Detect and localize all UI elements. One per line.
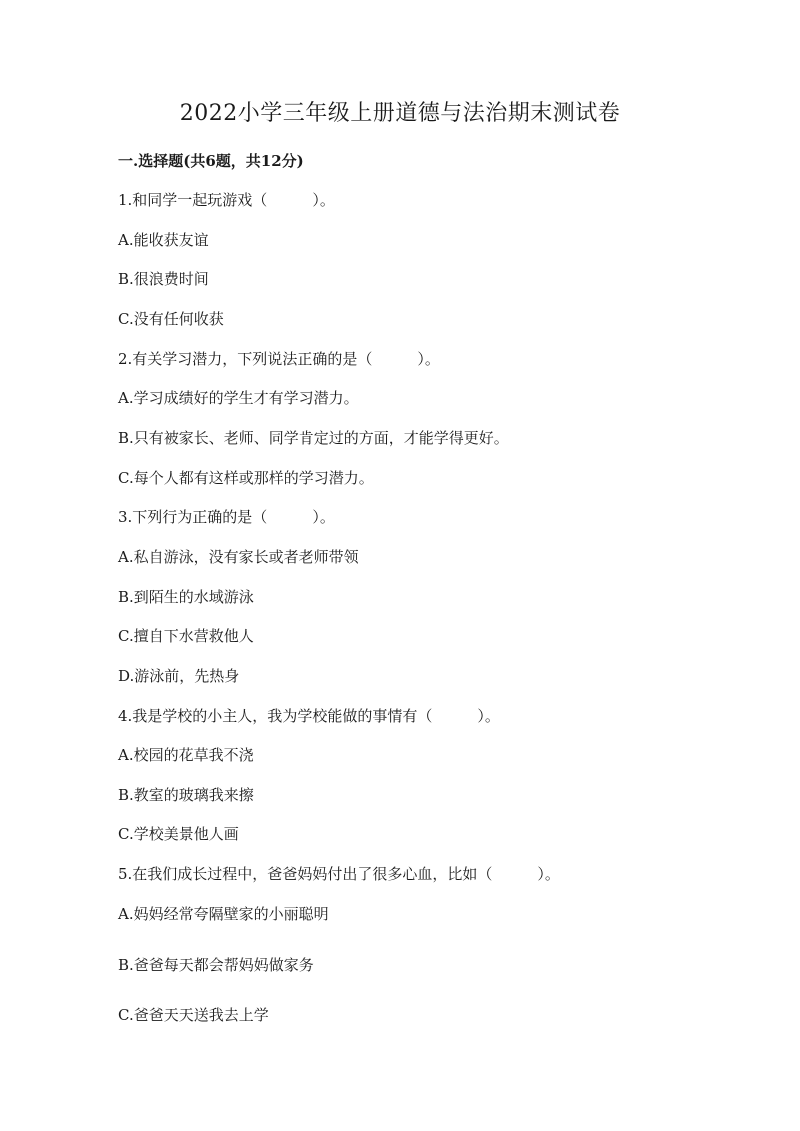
page-title: 2022小学三年级上册道德与法治期末测试卷 — [179, 101, 621, 126]
option-item: C.爸爸天天送我去上学 — [118, 1006, 269, 1024]
option-item: B.到陌生的水域游泳 — [118, 588, 254, 606]
section-heading: 一.选择题(共6题，共12分) — [118, 152, 304, 170]
question-stem: 5.在我们成长过程中，爸爸妈妈付出了很多心血，比如（ ）。 — [118, 865, 560, 883]
option-item: B.很浪费时间 — [118, 270, 209, 288]
option-item: A.校园的花草我不浇 — [118, 746, 254, 764]
option-item: A.能收获友谊 — [118, 231, 209, 249]
option-item: B.只有被家长、老师、同学肯定过的方面，才能学得更好。 — [118, 429, 509, 447]
option-item: D.游泳前，先热身 — [118, 667, 240, 685]
option-item: C.擅自下水营救他人 — [118, 627, 254, 645]
question-stem: 3.下列行为正确的是（ ）。 — [118, 508, 335, 526]
question-stem: 1.和同学一起玩游戏（ ）。 — [118, 191, 335, 209]
option-item: C.每个人都有这样或那样的学习潜力。 — [118, 469, 374, 487]
option-item: A.妈妈经常夸隔壁家的小丽聪明 — [118, 905, 329, 923]
question-stem: 4.我是学校的小主人，我为学校能做的事情有（ ）。 — [118, 707, 500, 725]
option-item: B.爸爸每天都会帮妈妈做家务 — [118, 956, 314, 974]
option-item: C.没有任何收获 — [118, 310, 224, 328]
option-item: A.私自游泳，没有家长或者老师带领 — [118, 548, 359, 566]
option-item: B.教室的玻璃我来擦 — [118, 786, 254, 804]
question-stem: 2.有关学习潜力，下列说法正确的是（ ）。 — [118, 350, 440, 368]
option-item: A.学习成绩好的学生才有学习潜力。 — [118, 389, 359, 407]
option-item: C.学校美景他人画 — [118, 825, 239, 843]
